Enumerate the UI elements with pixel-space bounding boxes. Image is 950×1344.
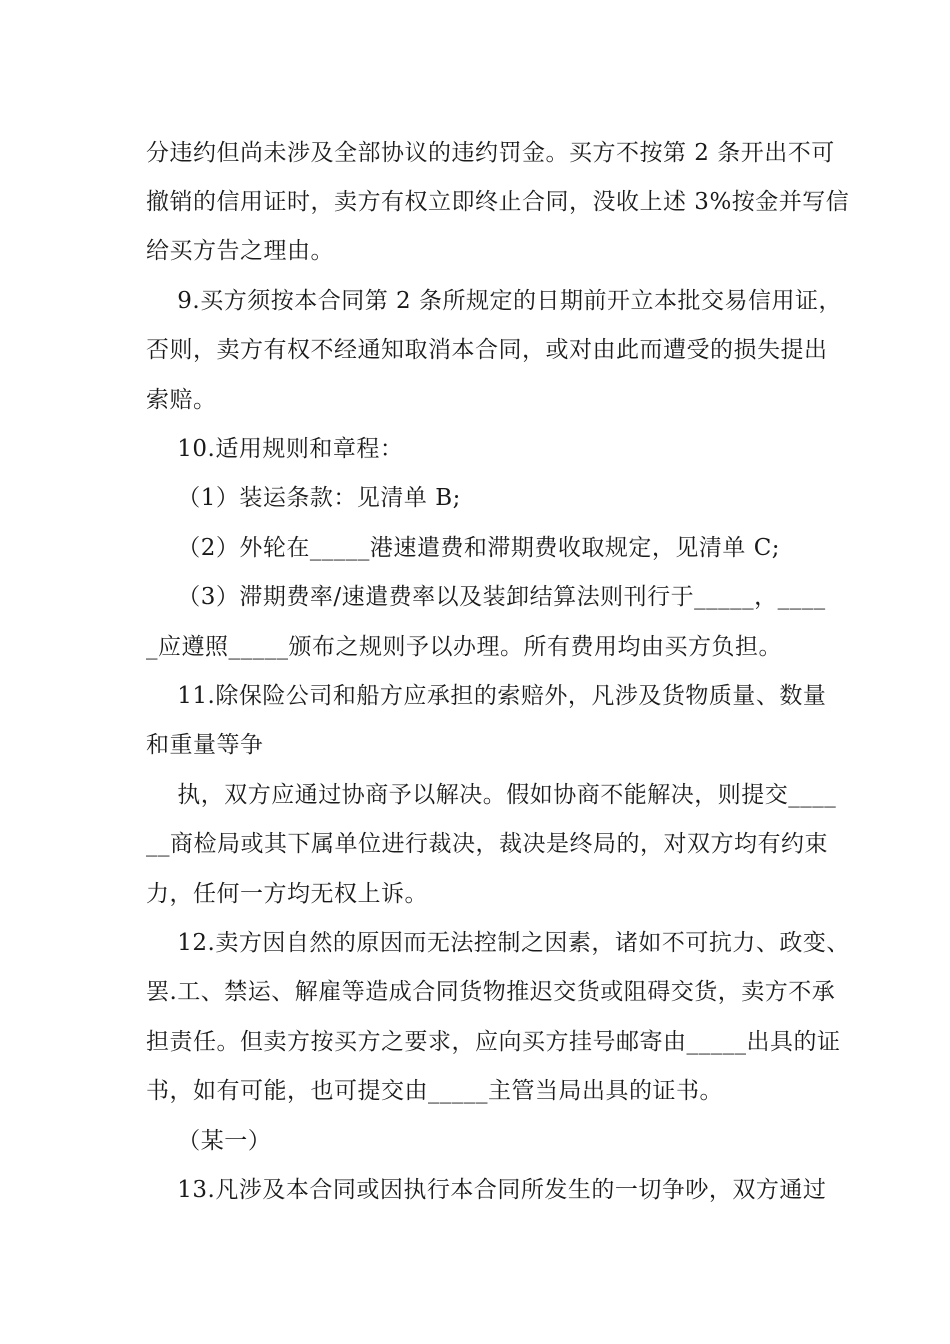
text-line: 13.凡涉及本合同或因执行本合同所发生的一切争吵，双方通过 — [146, 1177, 827, 1203]
text-line: _应遵照_____颁布之规则予以办理。所有费用均由买方负担。 — [146, 634, 782, 660]
text-line: 否则，卖方有权不经通知取消本合同，或对由此而遭受的损失提出 — [146, 337, 828, 363]
text-line: （某一） — [146, 1128, 272, 1154]
text-line: 12.卖方因自然的原因而无法控制之因素，诸如不可抗力、政变、 — [146, 930, 850, 956]
text-line: 书，如有可能，也可提交由_____主管当局出具的证书。 — [146, 1078, 723, 1104]
text-line: 10.适用规则和章程： — [146, 436, 404, 462]
text-line: 力，任何一方均无权上诉。 — [146, 881, 428, 907]
text-line: 9.买方须按本合同第 2 条所规定的日期前开立本批交易信用证， — [146, 288, 842, 314]
text-line: 索赔。 — [146, 387, 217, 413]
text-line: （3）滞期费率/速遣费率以及装卸结算法则刊行于_____，____ — [146, 584, 826, 610]
text-line: 给买方告之理由。 — [146, 238, 334, 264]
text-line: 撤销的信用证时，卖方有权立即终止合同，没收上述 3%按金并写信 — [146, 189, 850, 215]
text-line: __商检局或其下属单位进行裁决，裁决是终局的，对双方均有约束 — [146, 831, 828, 857]
text-line: 11.除保险公司和船方应承担的索赔外，凡涉及货物质量、数量 — [146, 683, 827, 709]
text-line: 分违约但尚未涉及全部协议的违约罚金。买方不按第 2 条开出不可 — [146, 140, 835, 166]
text-line: 和重量等争 — [146, 732, 264, 758]
text-line: （2）外轮在_____港速遣费和滞期费收取规定，见清单 C; — [146, 535, 781, 561]
text-line: 执，双方应通过协商予以解决。假如协商不能解决，则提交____ — [146, 782, 837, 808]
text-line: 罢.工、禁运、解雇等造成合同货物推迟交货或阻碍交货，卖方不承 — [146, 979, 836, 1005]
text-line: 担责任。但卖方按买方之要求，应向买方挂号邮寄由_____出具的证 — [146, 1029, 841, 1055]
text-line: （1）装运条款：见清单 B; — [146, 485, 461, 511]
